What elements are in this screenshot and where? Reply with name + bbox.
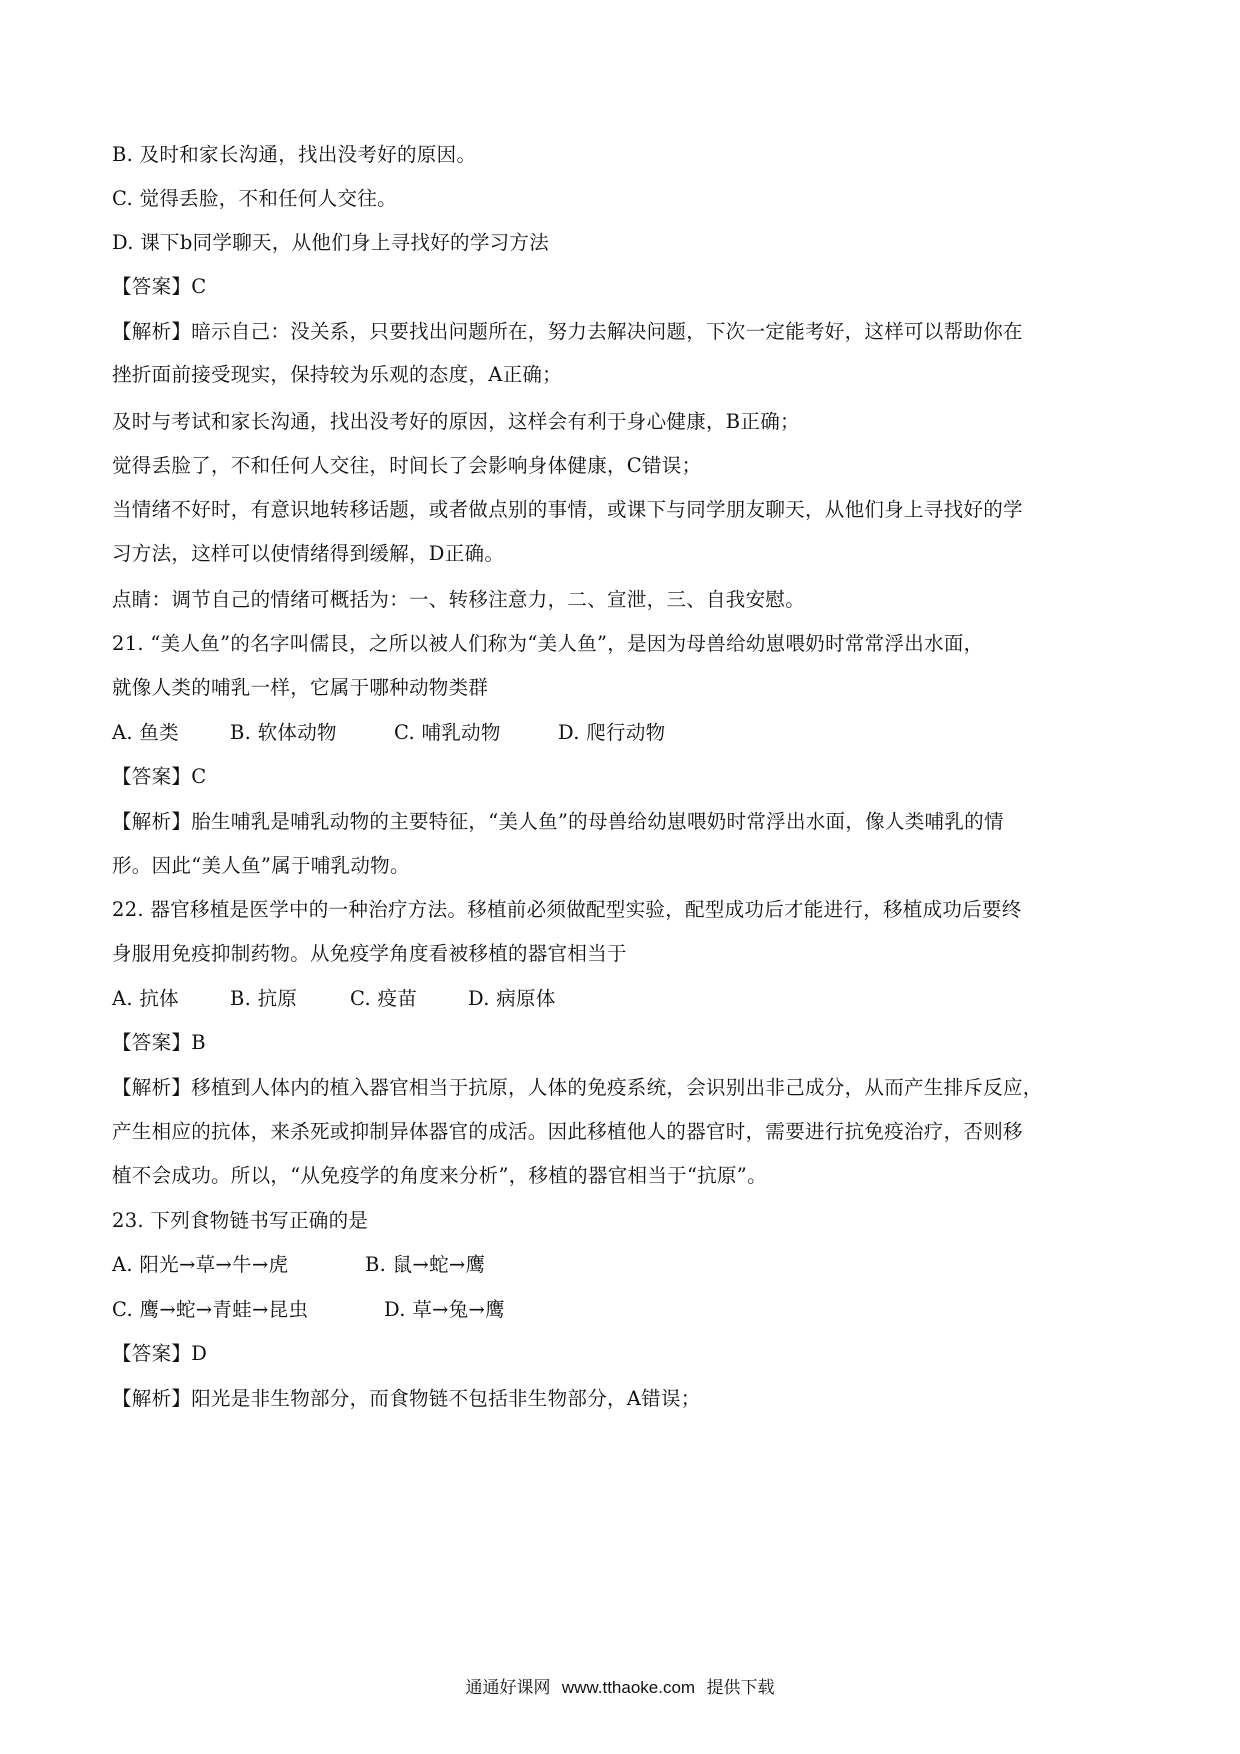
analysis-line: 当情绪不好时，有意识地转移话题，或者做点别的事情，或课下与同学朋友聊天，从他们身上寻找好的学 [112, 498, 1023, 521]
option-c: C. 哺乳动物 [394, 721, 501, 744]
option-d-line: D. 课下b同学聊天，从他们身上寻找好的学习方法 [112, 231, 550, 254]
option-c: C. 疫苗 [350, 987, 418, 1010]
question-22-text: 身服用免疫抑制药物。从免疫学角度看被移植的器官相当于 [112, 942, 627, 965]
question-22-text: 22. 器官移植是医学中的一种治疗方法。移植前必须做配型实验，配型成功后才能进行，移植成功后要终 [112, 898, 1022, 921]
option-b: B. 鼠→蛇→鹰 [365, 1253, 486, 1276]
analysis-line: 形。因此“美人鱼”属于哺乳动物。 [112, 854, 410, 877]
analysis-line: 及时与考试和家长沟通，找出没考好的原因，这样会有利于身心健康，B正确； [112, 410, 800, 433]
option-a: A. 鱼类 [112, 721, 179, 744]
footer-url-link[interactable]: www.tthaoke.com [561, 1678, 696, 1697]
analysis-line: 觉得丢脸了，不和任何人交往，时间长了会影响身体健康，C错误； [112, 454, 702, 477]
tip-line: 点睛：调节自己的情绪可概括为：一、转移注意力，二、宣泄，三、自我安慰。 [112, 588, 806, 611]
question-21-text: 21. “美人鱼”的名字叫儒艮，之所以被人们称为“美人鱼”，是因为母兽给幼崽喂奶时常常浮出水面， [112, 632, 984, 655]
option-a: A. 阳光→草→牛→虎 [112, 1253, 289, 1276]
option-d: D. 爬行动物 [558, 721, 666, 744]
question-23-options [112, 1251, 485, 1279]
option-d: D. 草→兔→鹰 [384, 1298, 505, 1321]
footer-site-name: 通通好课网 [465, 1678, 551, 1698]
analysis-line: 习方法，这样可以使情绪得到缓解，D正确。 [112, 542, 505, 565]
option-c: C. 鹰→蛇→青蛙→昆虫 [112, 1298, 309, 1321]
answer-line: 【答案】B [112, 1031, 206, 1054]
option-a: A. 抗体 [112, 987, 179, 1010]
question-23-text: 23. 下列食物链书写正确的是 [112, 1209, 369, 1232]
question-23-options [112, 1296, 505, 1324]
answer-line: 【答案】C [112, 275, 207, 298]
analysis-line: 产生相应的抗体，来杀死或抑制异体器官的成活。因此移植他人的器官时，需要进行抗免疫治疗，否则移 [112, 1120, 1023, 1143]
option-b-line: B. 及时和家长沟通，找出没考好的原因。 [112, 143, 477, 166]
page-footer [0, 1676, 1240, 1700]
option-b: B. 抗原 [230, 987, 298, 1010]
analysis-line: 【解析】暗示自己：没关系，只要找出问题所在，努力去解决问题，下次一定能考好，这样可以帮助你在 [112, 320, 1023, 343]
footer-suffix: 提供下载 [706, 1678, 775, 1698]
option-d: D. 病原体 [468, 987, 556, 1010]
analysis-line: 【解析】阳光是非生物部分，而食物链不包括非生物部分，A错误； [112, 1387, 701, 1410]
question-21-options [112, 719, 665, 747]
analysis-line: 植不会成功。所以，“从免疫学的角度来分析”，移植的器官相当于“抗原”。 [112, 1164, 767, 1187]
option-c-line: C. 觉得丢脸，不和任何人交往。 [112, 187, 397, 210]
analysis-line: 挫折面前接受现实，保持较为乐观的态度，A正确； [112, 363, 562, 386]
answer-line: 【答案】D [112, 1342, 208, 1365]
answer-line: 【答案】C [112, 765, 207, 788]
question-21-text: 就像人类的哺乳一样，它属于哪种动物类群 [112, 676, 489, 699]
analysis-line: 【解析】胎生哺乳是哺乳动物的主要特征，“美人鱼”的母兽给幼崽喂奶时常浮出水面，像人类哺乳的情 [112, 810, 1004, 833]
option-b: B. 软体动物 [230, 721, 337, 744]
analysis-line: 【解析】移植到人体内的植入器官相当于抗原，人体的免疫系统，会识别出非己成分，从而产生排斥反应， [112, 1076, 1043, 1099]
question-22-options [112, 985, 556, 1013]
